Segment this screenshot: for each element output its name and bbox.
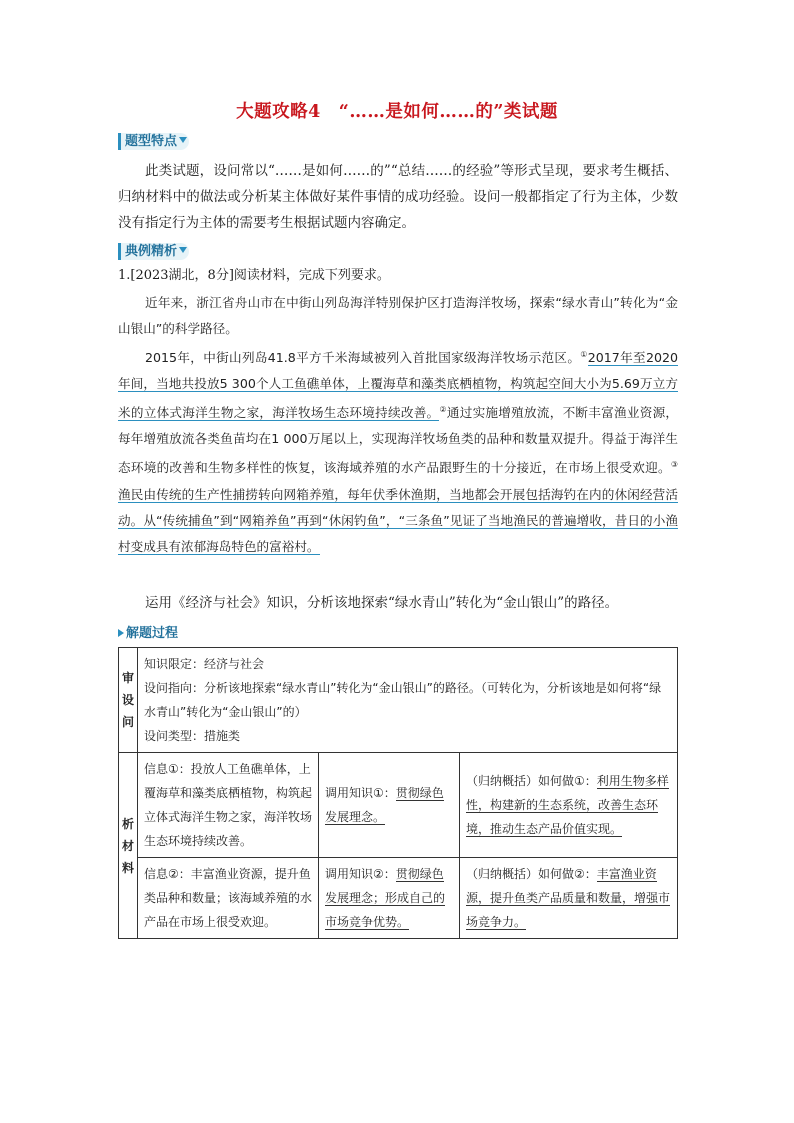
material-underlined-1: 2017年至2020年间，当地共投放5 300个人工鱼礁单体，上覆海草和藻类底栖植物，构筑起空间大小为5.69万立方米的立体式海洋生物之家，海洋牧场生态环境持续改善。 <box>118 350 678 421</box>
table-row <box>119 858 678 939</box>
table-row <box>119 648 678 753</box>
question-type: 设问类型：措施类 <box>144 729 241 743</box>
table-row <box>119 753 678 858</box>
knowledge-text-2: 贯彻绿色发展理念；形成自己的市场竞争优势。 <box>325 867 446 929</box>
info-cell-2: 信息②：丰富渔业资源，提升鱼类品种和数量；该海域养殖的水产品在市场上很受欢迎。 <box>138 858 319 939</box>
row-header-material: 析材料 <box>119 753 138 939</box>
intro-paragraph: 此类试题，设问常以“……是如何……的”“总结……的经验”等形式呈现，要求考生概括、归纳材料中的做法或分析某主体做好某件事情的成功经验。设问一般都指定了行为主体，少数没有指定行为主体的需要考生根据试题内容确定。 <box>118 163 678 231</box>
material-underlined-3: 渔民由传统的生产性捕捞转向网箱养殖，每年伏季休渔期，当地都会开展包括海钓在内的休闲经营活动。从“传统捕鱼”到“网箱养鱼”再到“休闲钓鱼”，“三条鱼”见证了当地渔民的普遍增收，昔日的小渔村变成具有浓郁海岛特色的富裕村。 <box>118 486 678 554</box>
solution-table <box>118 647 678 939</box>
knowledge-cell-2 <box>319 858 460 939</box>
tag-process <box>118 622 178 641</box>
tag-process-label: 解题过程 <box>126 626 179 641</box>
chevron-down-icon <box>179 247 187 253</box>
row-header-question: 审设问 <box>119 648 138 753</box>
method-cell-1 <box>460 753 678 858</box>
tag-feature <box>118 133 189 150</box>
material-block <box>118 290 678 560</box>
knowledge-limit: 知识限定：经济与社会 <box>144 657 265 671</box>
marker-1: ① <box>580 350 588 359</box>
chevron-down-icon <box>179 137 187 143</box>
method-text-2: 丰富渔业资源，提升鱼类产品质量和数量，增强市场竞争力。 <box>466 867 671 929</box>
method-cell-2 <box>460 858 678 939</box>
page-title: 大题攻略4 “……是如何……的”类试题 <box>236 102 558 122</box>
material-text: 通过实施增殖放流，不断丰富渔业资源，每年增殖放流各类鱼苗均在1 000万尾以上，实现海洋牧场鱼类的品种和数量双提升。得益于海洋生态环境的改善和生物多样性的恢复，该海域养殖的水产品跟野生的十分接近，在市场上很受欢迎。 <box>118 405 679 476</box>
tag-example-label: 典例精析 <box>125 244 178 259</box>
method-text-1: 利用生物多样性，构建新的生态系统，改善生态环境，推动生态产品价值实现。 <box>466 774 669 836</box>
marker-3: ③ <box>670 460 678 470</box>
question-analysis-cell <box>138 648 678 753</box>
marker-2: ② <box>439 405 447 415</box>
tag-feature-label: 题型特点 <box>125 134 178 149</box>
tag-example <box>118 243 189 260</box>
question-header: 1.[2023湖北，8分]阅读材料，完成下列要求。 <box>118 268 390 283</box>
material-paragraph-1: 近年来，浙江省舟山市在中街山列岛海洋特别保护区打造海洋牧场，探索“绿水青山”转化为“金山银山”的科学路径。 <box>118 295 678 336</box>
triangle-marker-icon <box>118 629 124 637</box>
question-direction: 设问指向：分析该地探索“绿水青山”转化为“金山银山”的路径。（可转化为，分析该地是如何将“绿水青山”转化为“金山银山”的） <box>144 681 662 719</box>
material-paragraph-2 <box>118 342 678 560</box>
knowledge-label-1: 调用知识①： <box>325 786 396 800</box>
requirement-text: 运用《经济与社会》知识，分析该地探索“绿水青山”转化为“金山银山”的路径。 <box>145 595 619 611</box>
material-text: 2015年，中街山列岛41.8平方千米海域被列入首批国家级海洋牧场示范区。 <box>145 350 581 366</box>
knowledge-text-1: 贯彻绿色发展理念。 <box>325 786 444 824</box>
method-label-2: （归纳概括）如何做②： <box>466 867 597 881</box>
info-cell-1: 信息①：投放人工鱼礁单体，上覆海草和藻类底栖植物，构筑起立体式海洋生物之家，海洋牧场生态环境持续改善。 <box>138 753 319 858</box>
knowledge-label-2: 调用知识②： <box>325 867 396 881</box>
knowledge-cell-1 <box>319 753 460 858</box>
method-label-1: （归纳概括）如何做①： <box>466 774 597 788</box>
